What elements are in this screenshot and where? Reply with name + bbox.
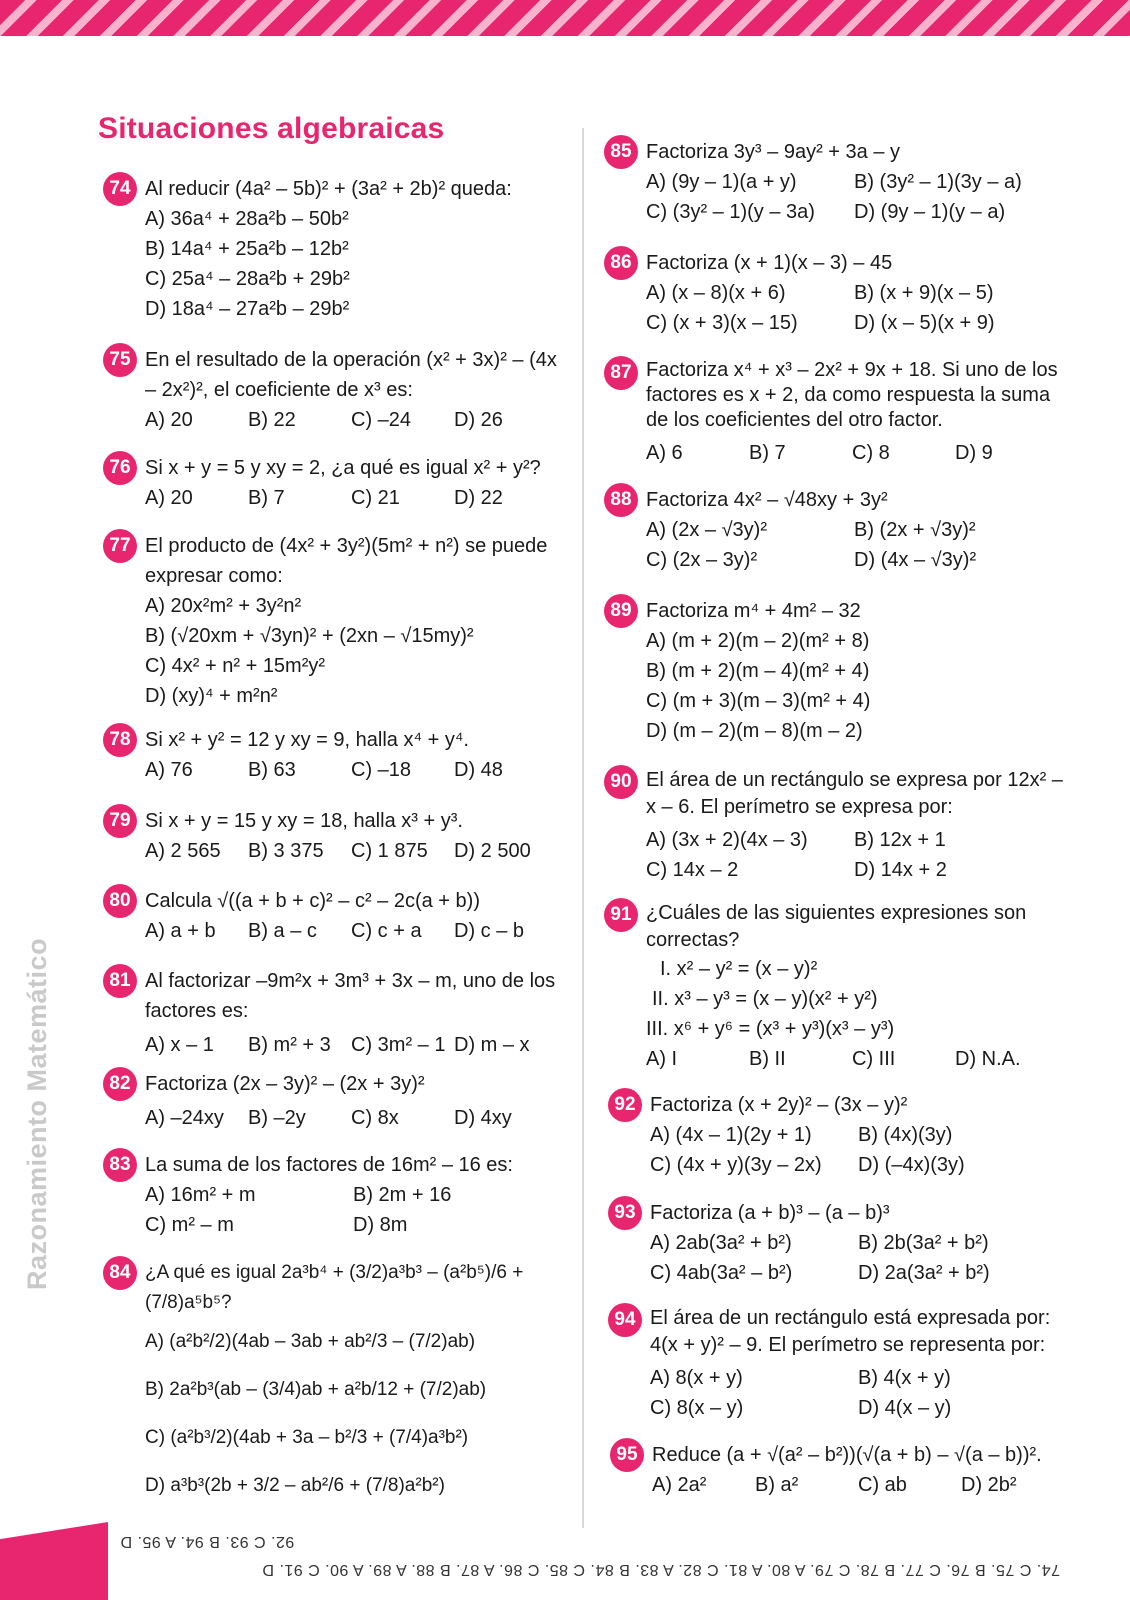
- problem-91: [610, 900, 1066, 1074]
- problem-number: 85: [604, 135, 638, 169]
- problem-statement: Factoriza x⁴ + x³ – 2x² + 9x + 18. Si uno de los factores es x + 2, da como respuesta la suma de los coeficientes del otro factor.: [646, 359, 1058, 431]
- problem-statement: Factoriza (2x – 3y)² – (2x + 3y)²: [145, 1073, 425, 1095]
- problem-statement: En el resultado de la operación (x² + 3x)² – (4x – 2x²)², el coeficiente de x³ es:: [145, 349, 557, 401]
- problem-statement: Si x + y = 15 y xy = 18, halla x³ + y³.: [145, 810, 463, 832]
- problem-number: 90: [604, 765, 638, 799]
- problem-90: [610, 767, 1066, 885]
- problem-80: [109, 886, 565, 946]
- option-d: D) 14x + 2: [854, 859, 947, 881]
- answer-key-line-2: 92. C 93. B 94. A 95. D: [120, 1533, 295, 1550]
- option-b: B) 2b(3a² + b²): [858, 1232, 989, 1254]
- option-c: C) (x + 3)(x – 15): [646, 312, 798, 334]
- problem-statement: Factoriza (x + 1)(x – 3) – 45: [646, 252, 893, 274]
- problem-statement: La suma de los factores de 16m² – 16 es:: [145, 1154, 513, 1176]
- option-d: D) 22: [454, 487, 503, 509]
- option-a: A) (4x – 1)(2y + 1): [650, 1124, 812, 1146]
- problem-84: [109, 1258, 575, 1510]
- option-d: D) 2b²: [961, 1474, 1017, 1496]
- option-d: D) (m – 2)(m – 8)(m – 2): [646, 720, 863, 742]
- option-b: B) 2m + 16: [353, 1184, 452, 1206]
- option-d: D) 9: [955, 442, 993, 464]
- problem-number: 87: [604, 356, 638, 390]
- option-c: C) c + a: [351, 920, 422, 942]
- option-a: A) 20x²m² + 3y²n²: [145, 595, 302, 617]
- option-a: A) 20: [145, 487, 193, 509]
- problem-95: [616, 1440, 1072, 1500]
- problem-85: [610, 137, 1066, 227]
- problem-statement: Reduce (a + √(a² – b²))(√(a + b) – √(a – b))².: [652, 1444, 1042, 1466]
- problem-statement: El área de un rectángulo se expresa por 12x² – x – 6. El perímetro se expresa por:: [646, 769, 1063, 818]
- option-a: A) 2 565: [145, 840, 221, 862]
- problem-number: 93: [608, 1196, 642, 1230]
- problem-number: 74: [103, 172, 137, 206]
- option-b: B) 4(x + y): [858, 1367, 951, 1389]
- problem-number: 80: [103, 884, 137, 918]
- option-b: B) m² + 3: [248, 1034, 331, 1056]
- option-d: D) 26: [454, 409, 503, 431]
- option-d: D) 4xy: [454, 1107, 512, 1129]
- option-d: D) 4(x – y): [858, 1397, 952, 1419]
- section-title: Situaciones algebraicas: [98, 112, 445, 145]
- option-c: C) 21: [351, 487, 400, 509]
- option-c: C) 8: [852, 442, 890, 464]
- option-b: B) 14a⁴ + 25a²b – 12b²: [145, 238, 349, 260]
- problem-75: [109, 345, 565, 435]
- option-a: A) 76: [145, 759, 193, 781]
- option-c: C) 4x² + n² + 15m²y²: [145, 655, 326, 677]
- option-c: C) 14x – 2: [646, 859, 739, 881]
- problem-number: 83: [103, 1148, 137, 1182]
- option-c: C) (3y² – 1)(y – 3a): [646, 201, 815, 223]
- option-c: C) 25a⁴ – 28a²b + 29b²: [145, 268, 350, 290]
- problem-number: 92: [608, 1088, 642, 1122]
- problem-86: [610, 248, 1066, 338]
- problem-statement: El área de un rectángulo está expresada por: 4(x + y)² – 9. El perímetro se representa por:: [650, 1307, 1051, 1356]
- option-a: A) (a²b²/2)(4ab – 3ab + ab²/3 – (7/2)ab): [145, 1331, 476, 1352]
- problem-statement: Factoriza 4x² – √48xy + 3y²: [646, 489, 888, 511]
- problem-number: 81: [103, 964, 137, 998]
- option-c: C) III: [852, 1048, 896, 1070]
- option-d: D) c – b: [454, 920, 525, 942]
- corner-decoration: [0, 1522, 108, 1600]
- problem-78: [109, 725, 565, 785]
- option-b: B) 7: [749, 442, 786, 464]
- problem-number: 88: [604, 483, 638, 517]
- option-c: C) 8x: [351, 1107, 399, 1129]
- option-a: A) 6: [646, 442, 683, 464]
- option-b: B) (√20xm + √3yn)² + (2xn – √15my)²: [145, 625, 474, 647]
- option-b: B) (3y² – 1)(3y – a): [854, 171, 1022, 193]
- option-b: B) a²: [755, 1474, 799, 1496]
- problem-88: [610, 485, 1066, 575]
- problem-statement: Factoriza 3y³ – 9ay² + 3a – y: [646, 141, 901, 163]
- option-a: A) (2x – √3y)²: [646, 519, 767, 541]
- option-b: B) (x + 9)(x – 5): [854, 282, 994, 304]
- problem-76: [109, 453, 565, 513]
- option-a: A) x – 1: [145, 1034, 214, 1056]
- statement-i: I. x² – y² = (x – y)²: [660, 958, 818, 980]
- problem-94: [614, 1305, 1070, 1423]
- column-divider: [582, 128, 584, 1528]
- option-a: A) a + b: [145, 920, 216, 942]
- problem-number: 75: [103, 343, 137, 377]
- problem-74: [109, 174, 565, 324]
- option-d: D) (9y – 1)(y – a): [854, 201, 1006, 223]
- problem-statement: Al reducir (4a² – 5b)² + (3a² + 2b)² queda:: [145, 178, 512, 200]
- option-c: C) (a²b³/2)(4ab + 3a – b²/3 + (7/4)a³b²): [145, 1427, 469, 1448]
- problem-number: 94: [608, 1303, 642, 1337]
- option-a: A) 8(x + y): [650, 1367, 743, 1389]
- option-d: D) (4x – √3y)²: [854, 549, 977, 571]
- problem-number: 89: [604, 594, 638, 628]
- option-b: B) 3 375: [248, 840, 324, 862]
- problem-79: [109, 806, 565, 866]
- option-b: B) (m + 2)(m – 4)(m² + 4): [646, 660, 870, 682]
- option-d: D) 2 500: [454, 840, 531, 862]
- problem-number: 95: [610, 1438, 644, 1472]
- problem-number: 86: [604, 246, 638, 280]
- option-c: C) –18: [351, 759, 412, 781]
- problem-statement: Al factorizar –9m²x + 3m³ + 3x – m, uno de los factores es:: [145, 970, 556, 1022]
- problem-statement: Si x + y = 5 y xy = 2, ¿a qué es igual x² + y²?: [145, 457, 541, 479]
- option-d: D) 18a⁴ – 27a²b – 29b²: [145, 298, 350, 320]
- problem-statement: ¿A qué es igual 2a³b⁴ + (3/2)a³b³ – (a²b⁵)/6 + (7/8)a⁵b⁵?: [145, 1262, 524, 1313]
- problem-statement: Calcula √((a + b + c)² – c² – 2c(a + b)): [145, 890, 480, 912]
- option-b: B) 7: [248, 487, 285, 509]
- problem-93: [614, 1198, 1070, 1288]
- option-c: C) –24: [351, 409, 412, 431]
- option-b: B) 12x + 1: [854, 829, 946, 851]
- option-d: D) 48: [454, 759, 503, 781]
- problem-83: [109, 1150, 565, 1240]
- option-d: D) (–4x)(3y): [858, 1154, 965, 1176]
- option-a: A) (3x + 2)(4x – 3): [646, 829, 808, 851]
- option-d: D) N.A.: [955, 1048, 1021, 1070]
- option-b: B) 2a²b³(ab – (3/4)ab + a²b/12 + (7/2)ab): [145, 1379, 487, 1400]
- option-a: A) 36a⁴ + 28a²b – 50b²: [145, 208, 349, 230]
- option-b: B) 63: [248, 759, 296, 781]
- option-a: A) (9y – 1)(a + y): [646, 171, 797, 193]
- option-b: B) a – c: [248, 920, 317, 942]
- option-c: C) 4ab(3a² – b²): [650, 1262, 793, 1284]
- problem-statement: Factoriza (x + 2y)² – (3x – y)²: [650, 1094, 908, 1116]
- option-b: B) (4x)(3y): [858, 1124, 953, 1146]
- option-c: C) m² – m: [145, 1214, 234, 1236]
- problem-87: [610, 358, 1066, 466]
- option-d: D) a³b³(2b + 3/2 – ab²/6 + (7/8)a²b²): [145, 1475, 445, 1496]
- problem-statement: Factoriza m⁴ + 4m² – 32: [646, 600, 861, 622]
- problem-number: 91: [604, 898, 638, 932]
- problem-number: 84: [103, 1256, 137, 1290]
- option-c: C) ab: [858, 1474, 907, 1496]
- option-d: D) (xy)⁴ + m²n²: [145, 685, 278, 707]
- problem-89: [610, 596, 1066, 746]
- option-a: A) 2ab(3a² + b²): [650, 1232, 792, 1254]
- option-a: A) (m + 2)(m – 2)(m² + 8): [646, 630, 870, 652]
- option-c: C) 3m² – 1: [351, 1034, 446, 1056]
- option-c: C) (4x + y)(3y – 2x): [650, 1154, 822, 1176]
- option-c: C) 8(x – y): [650, 1397, 744, 1419]
- option-c: C) (2x – 3y)²: [646, 549, 758, 571]
- problem-number: 79: [103, 804, 137, 838]
- option-a: A) –24xy: [145, 1107, 224, 1129]
- option-d: D) 8m: [353, 1214, 408, 1236]
- problem-statement: ¿Cuáles de las siguientes expresiones son correctas?: [646, 902, 1027, 951]
- side-label: Razonamiento Matemático: [22, 937, 52, 1290]
- problem-number: 76: [103, 451, 137, 485]
- option-b: B) –2y: [248, 1107, 306, 1129]
- problem-number: 78: [103, 723, 137, 757]
- option-c: C) (m + 3)(m – 3)(m² + 4): [646, 690, 871, 712]
- problem-statement: Factoriza (a + b)³ – (a – b)³: [650, 1202, 890, 1224]
- problem-92: [614, 1090, 1070, 1180]
- option-b: B) II: [749, 1048, 786, 1070]
- option-d: D) m – x: [454, 1034, 530, 1056]
- option-d: D) (x – 5)(x + 9): [854, 312, 995, 334]
- answer-key-line-1: 74. C 75. B 76. C 77. B 78. C 79. A 80. A 81. C 82. A 83. B 84. C 85. C 86. A 87. B 88. A 89. A 90. C 91. D: [261, 1561, 1060, 1578]
- option-c: C) 1 875: [351, 840, 428, 862]
- problem-number: 82: [103, 1067, 137, 1101]
- problem-statement: Si x² + y² = 12 y xy = 9, halla x⁴ + y⁴.: [145, 729, 469, 751]
- option-a: A) 20: [145, 409, 193, 431]
- option-a: A) (x – 8)(x + 6): [646, 282, 786, 304]
- option-b: B) (2x + √3y)²: [854, 519, 976, 541]
- option-a: A) 2a²: [652, 1474, 707, 1496]
- statement-iii: III. x⁶ + y⁶ = (x³ + y³)(x³ – y³): [646, 1018, 895, 1040]
- problem-77: [109, 531, 565, 711]
- option-a: A) 16m² + m: [145, 1184, 256, 1206]
- option-d: D) 2a(3a² + b²): [858, 1262, 990, 1284]
- top-stripe: [0, 0, 1130, 36]
- option-a: A) I: [646, 1048, 678, 1070]
- statement-ii: II. x³ – y³ = (x – y)(x² + y²): [652, 988, 878, 1010]
- problem-number: 77: [103, 529, 137, 563]
- problem-statement: El producto de (4x² + 3y²)(5m² + n²) se puede expresar como:: [145, 535, 548, 587]
- option-b: B) 22: [248, 409, 296, 431]
- problem-82: [109, 1069, 565, 1133]
- problem-81: [109, 966, 565, 1060]
